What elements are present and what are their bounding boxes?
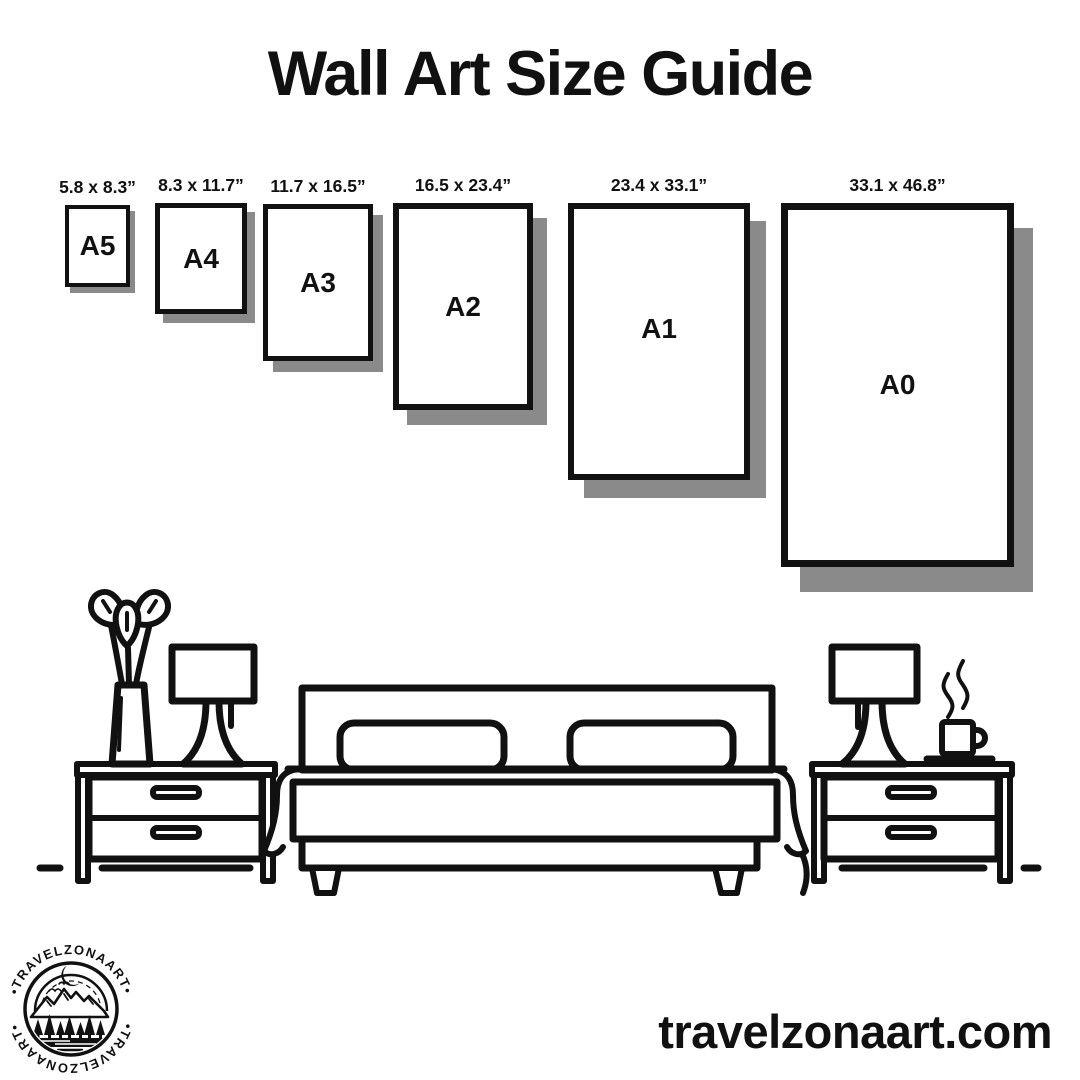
size-a1-dimensions: 23.4 x 33.1” xyxy=(610,175,708,195)
bed-leg-left xyxy=(312,868,339,893)
size-a1 xyxy=(568,175,750,480)
size-a2-box xyxy=(393,203,533,410)
size-a5-dimensions: 5.8 x 8.3” xyxy=(59,177,136,197)
logo-arc-text-bottom: •TRAVELZONAART• xyxy=(6,1021,136,1077)
size-a2 xyxy=(393,175,533,410)
size-a1-box xyxy=(568,203,750,480)
coffee-mug-icon xyxy=(927,661,992,759)
size-a0 xyxy=(781,175,1014,567)
size-a4-box xyxy=(155,203,247,314)
size-a3-label: A3 xyxy=(300,266,336,298)
bed-leg-right xyxy=(715,868,742,893)
lamp-shade xyxy=(832,647,917,701)
mug-body xyxy=(942,722,973,754)
pillow-left xyxy=(340,723,504,770)
size-a5 xyxy=(59,177,136,287)
size-a2-label: A2 xyxy=(445,290,481,322)
brand-logo xyxy=(5,928,137,1080)
size-a3 xyxy=(263,176,373,361)
nightstand-top xyxy=(77,764,275,775)
vase-body xyxy=(112,685,150,764)
bed-frame xyxy=(302,839,757,868)
size-a3-dimensions: 11.7 x 16.5” xyxy=(270,176,366,196)
size-a3-box xyxy=(263,204,373,361)
logo-arc-text-top: •TRAVELZONAART• xyxy=(6,941,136,997)
page-title: Wall Art Size Guide xyxy=(267,39,813,109)
lamp-base xyxy=(842,701,905,764)
size-a1-label: A1 xyxy=(641,312,677,344)
vase-icon xyxy=(91,592,168,764)
bed-icon xyxy=(264,688,807,893)
size-a4-dimensions: 8.3 x 11.7” xyxy=(158,175,244,195)
size-a4 xyxy=(155,175,247,314)
duvet-band xyxy=(293,782,777,839)
pillow-right xyxy=(570,723,733,770)
size-a0-dimensions: 33.1 x 46.8” xyxy=(849,175,946,195)
table-lamp-right-icon xyxy=(832,647,917,764)
bedroom-illustration xyxy=(0,575,1080,905)
size-a0-label: A0 xyxy=(879,369,916,400)
lamp-shade xyxy=(172,647,254,701)
steam-icon xyxy=(944,661,968,717)
size-a5-box xyxy=(65,205,130,287)
nightstand-left xyxy=(77,764,275,881)
website-url: travelzonaart.com xyxy=(658,1005,1052,1058)
size-a2-dimensions: 16.5 x 23.4” xyxy=(414,175,512,195)
nightstand-right xyxy=(812,764,1012,881)
stem xyxy=(128,648,129,684)
size-a0-box xyxy=(781,203,1014,567)
table-lamp-left-icon xyxy=(172,647,254,764)
size-a4-label: A4 xyxy=(183,242,219,274)
size-a5-label: A5 xyxy=(79,230,116,261)
